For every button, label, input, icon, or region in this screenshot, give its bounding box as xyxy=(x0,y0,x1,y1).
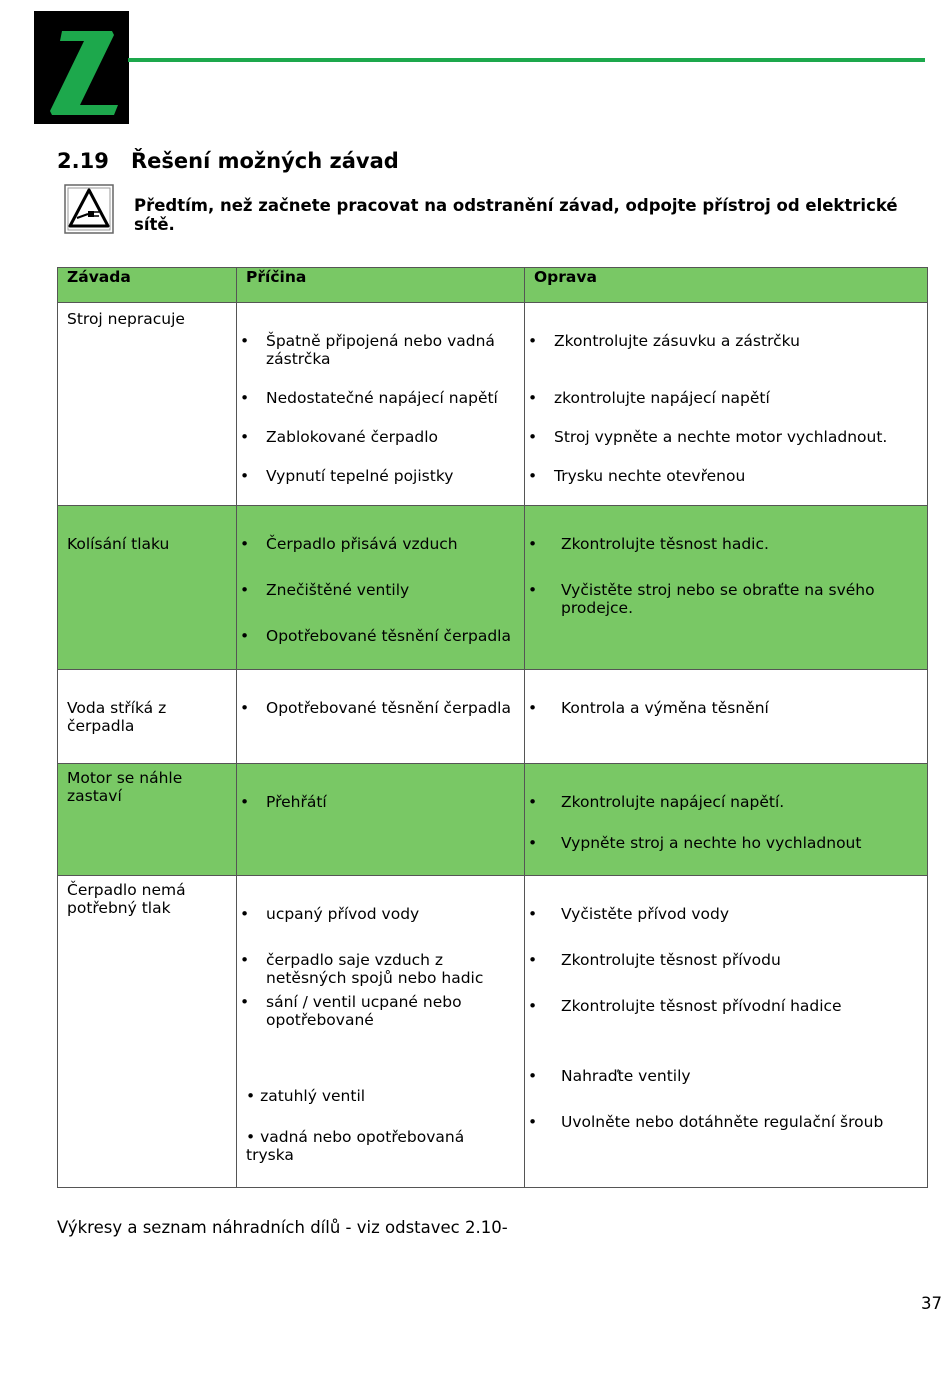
cause-item: • Opotřebované těsnění čerpadla xyxy=(237,699,518,717)
fix-item: • Zkontrolujte těsnost přívodu xyxy=(525,951,901,969)
warning-text: Předtím, než začnete pracovat na odstranění závad, odpojte přístroj od elektrické sítě. xyxy=(134,196,898,234)
table-row xyxy=(58,506,928,670)
fix-item: • Kontrola a výměna těsnění xyxy=(525,699,901,717)
fix-item: • Vyčistěte stroj nebo se obraťte na svého prodejce. xyxy=(525,581,886,617)
table-header-row xyxy=(58,268,928,303)
cause-item: • čerpadlo saje vzduch z netěsných spojů nebo hadic xyxy=(237,951,501,987)
section-title: Řešení možných závad xyxy=(131,149,399,173)
cause-item: • Špatně připojená nebo vadná zástrčka xyxy=(237,332,506,368)
troubleshooting-table xyxy=(57,267,928,1188)
fix-item: • zkontrolujte napájecí napětí xyxy=(525,389,919,407)
footer-note: Výkresy a seznam náhradních dílů - viz odstavec 2.10- xyxy=(57,1218,508,1237)
section-heading xyxy=(57,149,399,173)
cause-item: • Přehřátí xyxy=(237,793,516,811)
header-cause: Příčina xyxy=(237,268,525,303)
unplug-warning-icon xyxy=(64,184,114,234)
page-number: 37 xyxy=(921,1294,942,1313)
header-fault: Závada xyxy=(58,268,237,303)
cause-item: • zatuhlý ventil xyxy=(246,1087,366,1105)
fault-cell: Motor se náhle zastaví xyxy=(67,769,183,805)
header-rule xyxy=(128,58,925,62)
fix-item: • Trysku nechte otevřenou xyxy=(525,467,919,485)
cause-item: • Znečištěné ventily xyxy=(237,581,516,599)
cause-item: • Vypnutí tepelné pojistky xyxy=(237,467,516,485)
fix-item: • Zkontrolujte těsnost přívodní hadice xyxy=(525,997,901,1015)
cause-item: • sání / ventil ucpané nebo opotřebované xyxy=(237,993,501,1029)
cause-item: • Opotřebované těsnění čerpadla xyxy=(237,627,518,645)
fix-item: • Stroj vypněte a nechte motor vychladnout. xyxy=(525,428,919,446)
cause-item: • ucpaný přívod vody xyxy=(237,905,516,923)
cause-item: • vadná nebo opotřebovaná tryska xyxy=(246,1128,465,1164)
fix-item: • Zkontrolujte napájecí napětí. xyxy=(525,793,901,811)
fault-cell: Voda stříká z čerpadla xyxy=(67,699,167,735)
cause-item: • Čerpadlo přisává vzduch xyxy=(237,535,516,553)
cause-item: • Zablokované čerpadlo xyxy=(237,428,516,446)
fix-item: • Vypněte stroj a nechte ho vychladnout xyxy=(525,834,901,852)
section-number: 2.19 xyxy=(57,149,109,173)
fix-item: • Uvolněte nebo dotáhněte regulační šroub xyxy=(525,1113,911,1131)
table-row xyxy=(58,876,928,1188)
table-row xyxy=(58,303,928,506)
fault-cell: Čerpadlo nemá potřebný tlak xyxy=(67,881,186,917)
table-row xyxy=(58,764,928,876)
z-logo xyxy=(34,11,129,124)
fix-item: • Zkontrolujte zásuvku a zástrčku xyxy=(525,332,919,350)
fix-item: • Zkontrolujte těsnost hadic. xyxy=(525,535,901,553)
cause-item: • Nedostatečné napájecí napětí xyxy=(237,389,516,407)
fault-cell: Kolísání tlaku xyxy=(67,535,170,553)
fix-item: • Nahraďte ventily xyxy=(525,1067,901,1085)
header-fix: Oprava xyxy=(525,268,928,303)
fix-item: • Vyčistěte přívod vody xyxy=(525,905,901,923)
fault-cell: Stroj nepracuje xyxy=(67,310,185,328)
table-row xyxy=(58,670,928,764)
